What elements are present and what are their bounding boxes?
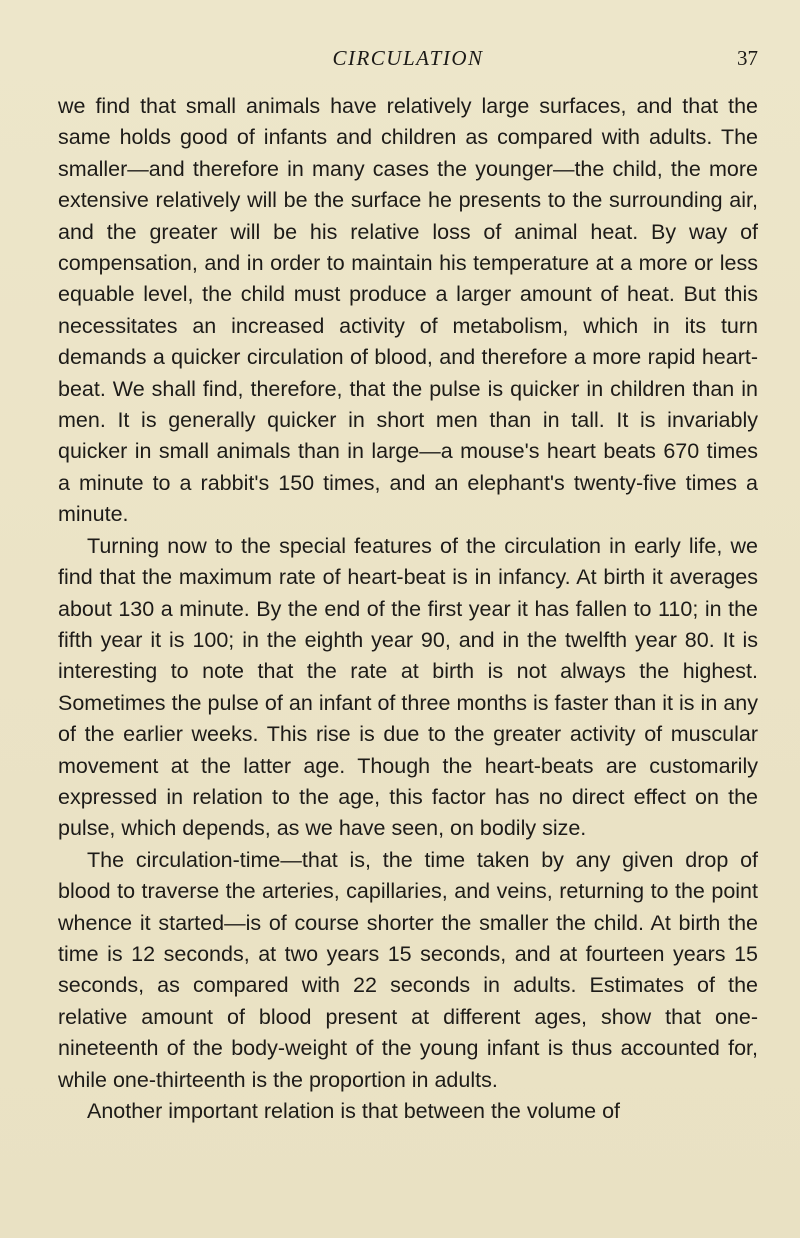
- paragraph-continued: we find that small animals have relatively large surfaces, and that the same holds good of infants and children as compared with adults. The smaller—and therefore in many cases the younger—the child, the more extensive relatively will be the surface he presents to the surrounding air, and the greater will be his relative loss of animal heat. By way of compensation, and in order to maintain his temperature at a more or less equable level, the child must produce a larger amount of heat. But this necessitates an increased activity of metabolism, which in its turn demands a quicker circulation of blood, and therefore a more rapid heart-beat. We shall find, therefore, that the pulse is quicker in children than in men. It is generally quicker in short men than in tall. It is invariably quicker in small animals than in large—a mouse's heart beats 670 times a minute to a rabbit's 150 times, and an elephant's twenty-five times a minute.: [58, 94, 758, 527]
- page-number: 37: [737, 46, 758, 70]
- paragraph-heart-rate: Turning now to the special features of the circulation in early life, we find that the maximum rate of heart-beat is in infancy. At birth it averages about 130 a minute. By the end of the first year it has fallen to 110; in the fifth year it is 100; in the eighth year 90, and in the twelfth year 80. It is interesting to note that the rate at birth is not always the highest. Sometimes the pulse of an infant of three months is faster than it is in any of the earlier weeks. This rise is due to the greater activity of muscular movement at the latter age. Though the heart-beats are customarily expressed in relation to the age, this factor has no direct effect on the pulse, which depends, as we have seen, on bodily size.: [58, 533, 758, 841]
- body-text: [58, 91, 758, 1127]
- paragraph-volume: Another important relation is that between the volume of: [87, 1099, 621, 1123]
- paragraph-circulation-time: The circulation-time—that is, the time taken by any given drop of blood to traverse the arteries, capillaries, and veins, returning to the point whence it started—is of course shorter the smaller the child. At birth the time is 12 seconds, at two years 15 seconds, and at fourteen years 15 seconds, as compared with 22 seconds in adults. Estimates of the relative amount of blood present at different ages, show that one-nineteenth of the body-weight of the young infant is thus accounted for, while one-thirteenth is the proportion in adults.: [58, 847, 758, 1092]
- running-title: CIRCULATION: [332, 46, 484, 70]
- running-head: [58, 46, 758, 80]
